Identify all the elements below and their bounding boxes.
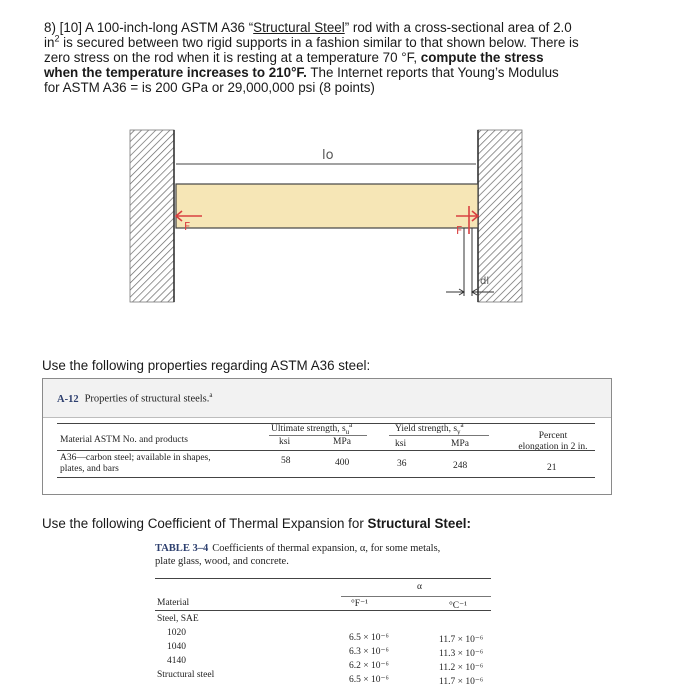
- section-label-a36: Use the following properties regarding ASTM A36 steel:: [42, 358, 371, 373]
- table-3-4: [155, 540, 495, 700]
- material-col-header: Material ASTM No. and products: [60, 435, 188, 445]
- table-a12-title: A-12 Properties of structural steels.$^a$: [57, 391, 213, 405]
- yld-ksi-unit: ksi: [395, 439, 407, 449]
- row-4140-c: 11.2 × 10⁻⁶: [439, 663, 484, 673]
- section-label-thermal: Use the following Coefficient of Thermal Expansion for Structural Steel:: [42, 516, 471, 531]
- delta-label: dl: [480, 276, 490, 287]
- table-a12: [42, 378, 612, 495]
- a36-material-cell: A36—carbon steel; available in shapes, plates, and bars: [60, 453, 211, 474]
- elongation-header: Percent elongation in 2 in.: [518, 431, 588, 452]
- lo-label: lo: [322, 148, 334, 163]
- steel-sae-group: Steel, SAE: [157, 614, 199, 624]
- ultimate-strength-header: Ultimate strength, $s_u^a$: [271, 421, 353, 437]
- rod-diagram: [126, 124, 528, 308]
- ult-ksi-value: 58: [281, 456, 291, 466]
- ult-mpa-unit: MPa: [333, 437, 351, 447]
- problem-statement: [44, 20, 644, 95]
- unit-f-header: °F⁻¹: [351, 599, 368, 609]
- row-1040-f: 6.3 × 10⁻⁶: [349, 647, 389, 657]
- row-structural-steel-c: 11.7 × 10⁻⁶: [439, 677, 484, 687]
- problem-line-3: zero stress on the rod when it is resting at a temperature 70 °F, compute the stress: [44, 50, 544, 65]
- problem-line-4: when the temperature increases to 210°F. The Internet reports that Young’s Modulus: [44, 65, 559, 80]
- left-support: [130, 130, 174, 302]
- problem-line-1: 8) [10] A 100-inch-long ASTM A36 “Structural Steel” rod with a cross-sectional area of 2.0: [44, 20, 572, 35]
- elongation-value: 21: [547, 463, 557, 473]
- yld-mpa-unit: MPa: [451, 439, 469, 449]
- row-1020-c: 11.7 × 10⁻⁶: [439, 635, 484, 645]
- problem-line-5: for ASTM A36 = is 200 GPa or 29,000,000 psi (8 points): [44, 80, 375, 95]
- row-1020-f: 6.5 × 10⁻⁶: [349, 633, 389, 643]
- rod: [176, 184, 478, 228]
- row-structural-steel-f: 6.5 × 10⁻⁶: [349, 675, 389, 685]
- row-structural-steel-name: Structural steel: [157, 670, 215, 680]
- ult-ksi-unit: ksi: [279, 437, 291, 447]
- yield-strength-header: Yield strength, $s_y^a$: [395, 421, 464, 437]
- structural-steel-link-text: Structural Steel: [253, 20, 345, 35]
- right-force-label: F: [456, 224, 463, 237]
- row-4140-name: 4140: [167, 656, 186, 666]
- alpha-header: α: [417, 582, 422, 592]
- unit-c-header: °C⁻¹: [449, 601, 467, 611]
- problem-line-2: $in^2$ is secured between two rigid supports in a fashion similar to that shown below. There is: [44, 33, 579, 50]
- yld-ksi-value: 36: [397, 459, 407, 469]
- table-3-4-caption: TABLE 3–4 Coefficients of thermal expansion, α, for some metals, plate glass, wood, and concrete.: [155, 543, 441, 567]
- left-force-label: F: [184, 220, 191, 233]
- ult-mpa-value: 400: [335, 458, 350, 468]
- row-4140-f: 6.2 × 10⁻⁶: [349, 661, 389, 671]
- yld-mpa-value: 248: [453, 461, 468, 471]
- row-1040-name: 1040: [167, 642, 186, 652]
- row-1040-c: 11.3 × 10⁻⁶: [439, 649, 484, 659]
- material-header: Material: [157, 598, 190, 608]
- row-1020-name: 1020: [167, 628, 186, 638]
